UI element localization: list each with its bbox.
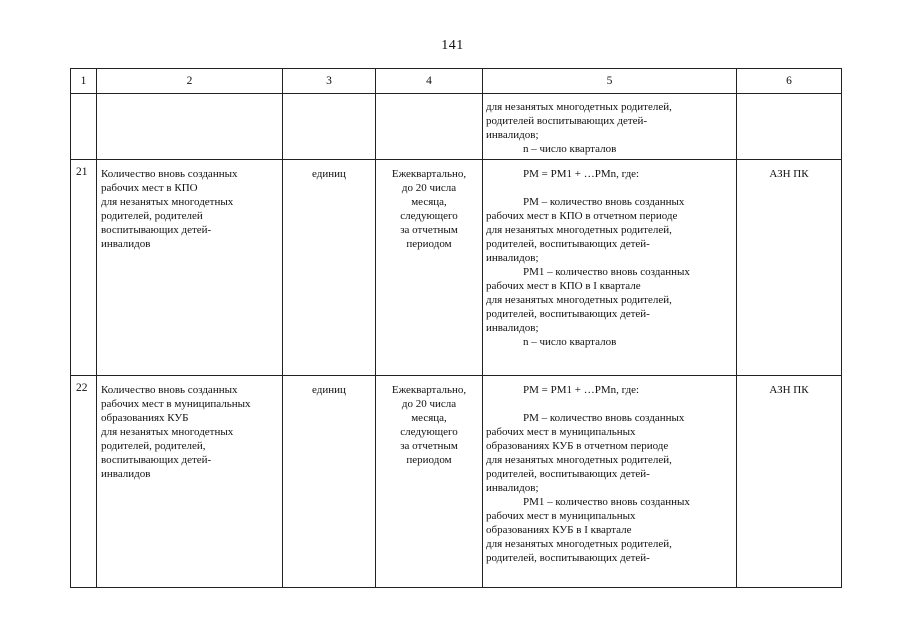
text-line: РМ – количество вновь созданных [523,196,685,208]
text-line: инвалидов; [486,482,539,494]
text-line: Количество вновь созданных [101,168,238,180]
text-line: инвалидов [101,468,151,480]
text-line: за отчетным [400,440,458,452]
indicators-table [70,68,842,588]
text-line: рабочих мест в муниципальных [101,398,251,410]
text-line: для незанятых многодетных [101,426,234,438]
cell-empty [737,94,842,160]
text-line: родителей воспитывающих детей- [486,115,648,127]
text-line: Ежеквартально, [391,168,467,180]
text-line: за отчетным [400,224,458,236]
text-line: РМ – количество вновь созданных [523,412,685,424]
text-line: родителей, воспитывающих детей- [486,468,650,480]
text-line: инвалидов; [486,322,539,334]
table-row [71,376,842,588]
text-line: РМ1 – количество вновь созданных [523,266,690,278]
text-line: воспитывающих детей- [101,454,212,466]
text-line: воспитывающих детей- [101,224,212,236]
method-cell [483,94,737,160]
text-line: для незанятых многодетных [101,196,234,208]
text-line: родителей, родителей, [101,440,206,452]
text-line: образованиях КУБ [101,412,189,424]
text-line: месяца, [411,412,447,424]
table-row-continuation [71,94,842,160]
unit-cell: единиц [283,376,376,588]
column-header: 1 [71,69,97,94]
table-header-row [71,69,842,94]
period-cell [376,160,483,376]
text-line: периодом [406,454,452,466]
indicator-name [97,160,283,376]
column-header: 3 [283,69,376,94]
text-line: образованиях КУБ в I квартале [486,524,632,536]
text-line: рабочих мест в муниципальных [486,426,636,438]
text-line: родителей, воспитывающих детей- [486,552,650,564]
page-number: 141 [441,38,464,53]
cell-empty [71,94,97,160]
table-row [71,160,842,376]
method-cell [483,160,737,376]
text-line: рабочих мест в КПО [101,182,198,194]
text-line: Ежеквартально, [391,384,467,396]
text-line: n – число кварталов [523,336,617,348]
period-cell [376,376,483,588]
text-line: для незанятых многодетных родителей, [486,538,672,550]
column-header: 2 [97,69,283,94]
row-number: 21 [71,160,97,376]
indicator-name [97,376,283,588]
cell-empty [376,94,483,160]
text-line: следующего [400,210,458,222]
responsible-cell: АЗН ПК [737,376,842,588]
column-header: 5 [483,69,737,94]
text-line: до 20 числа [401,182,457,194]
formula: РМ = РМ1 + …РМn, где: [523,168,640,180]
text-line: для незанятых многодетных родителей, [486,224,672,236]
row-number: 22 [71,376,97,588]
text-line: инвалидов; [486,252,539,264]
text-line: родителей, воспитывающих детей- [486,238,650,250]
text-line: РМ1 – количество вновь созданных [523,496,690,508]
text-line: для незанятых многодетных родителей, [486,101,672,113]
responsible-cell: АЗН ПК [737,160,842,376]
cell-empty [97,94,283,160]
formula: РМ = РМ1 + …РМn, где: [523,384,640,396]
text-line: следующего [400,426,458,438]
text-line: инвалидов [101,238,151,250]
text-line: n – число кварталов [523,143,617,155]
text-line: рабочих мест в КПО в I квартале [486,280,641,292]
method-cell [483,376,737,588]
text-line: родителей, воспитывающих детей- [486,308,650,320]
text-line: рабочих мест в КПО в отчетном периоде [486,210,678,222]
text-line: для незанятых многодетных родителей, [486,454,672,466]
text-line: для незанятых многодетных родителей, [486,294,672,306]
column-header: 4 [376,69,483,94]
text-line: родителей, родителей [101,210,203,222]
text-line: периодом [406,238,452,250]
text-line: инвалидов; [486,129,539,141]
text-line: до 20 числа [401,398,457,410]
text-line: образованиях КУБ в отчетном периоде [486,440,669,452]
column-header: 6 [737,69,842,94]
cell-empty [283,94,376,160]
unit-cell: единиц [283,160,376,376]
text-line: рабочих мест в муниципальных [486,510,636,522]
text-line: месяца, [411,196,447,208]
text-line: Количество вновь созданных [101,384,238,396]
